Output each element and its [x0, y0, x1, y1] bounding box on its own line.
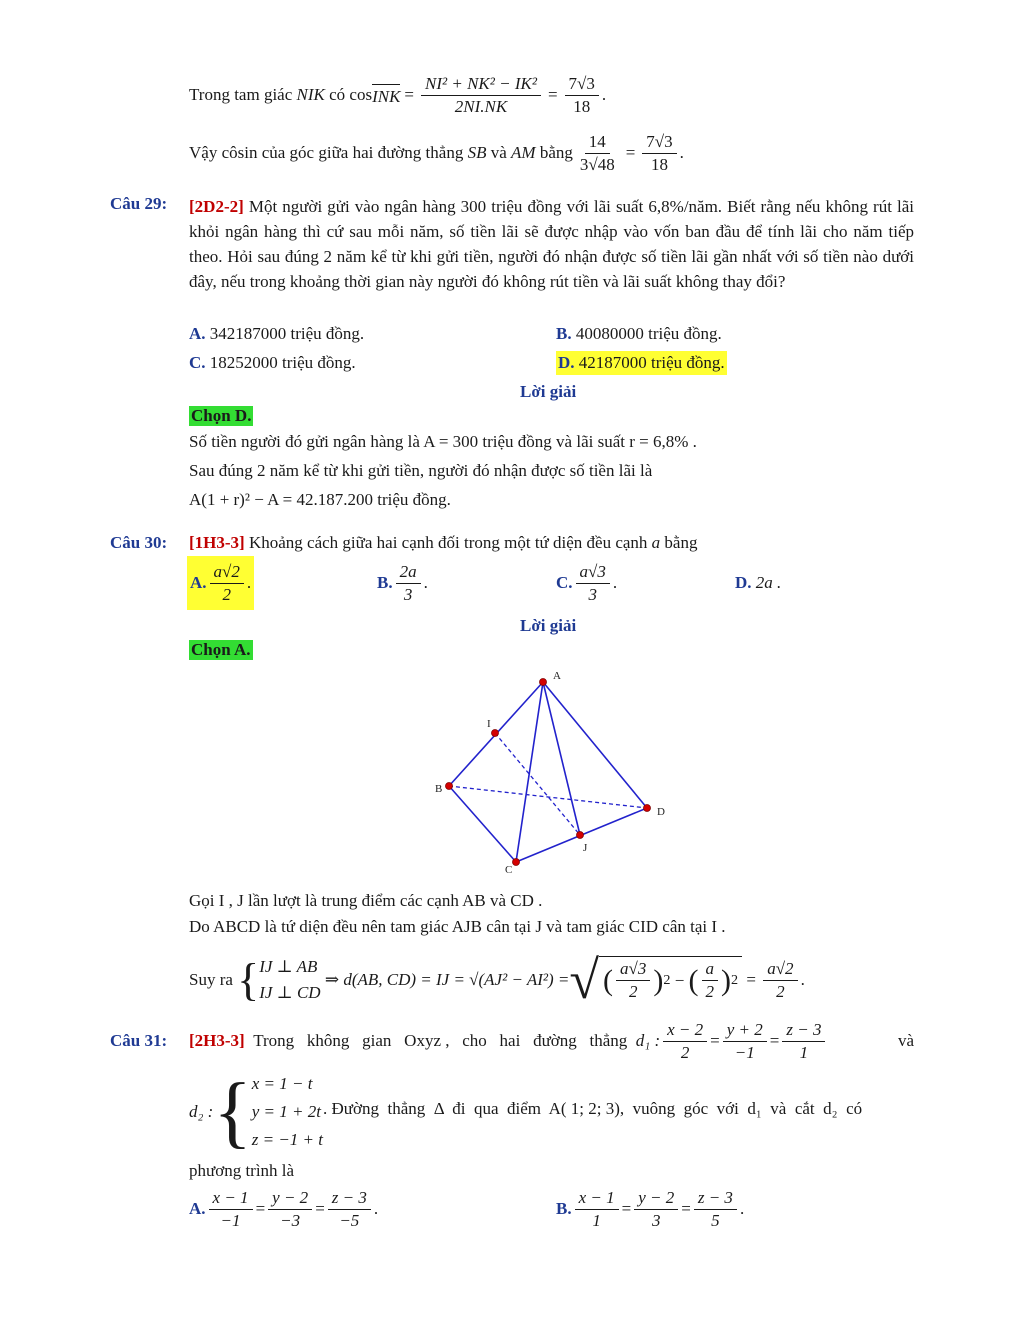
numerator: a√3 — [576, 562, 610, 584]
text: SB — [467, 143, 487, 162]
text: và — [490, 143, 507, 162]
option-text: 42187000 triệu đồng. — [578, 353, 725, 372]
expression: ⇒ d(AB, CD) = IJ = √(AJ² − AI²) = — [324, 970, 570, 989]
text: và — [897, 1031, 914, 1050]
system-line: IJ ⊥ AB — [259, 957, 318, 976]
variable: a — [651, 533, 661, 552]
question-31-line2 — [189, 1070, 914, 1154]
option-label: C. — [556, 573, 573, 592]
denominator: 2 — [776, 981, 785, 1001]
option-a[interactable] — [189, 324, 364, 344]
fraction — [396, 562, 421, 605]
text: NIK — [296, 85, 325, 104]
question-body: phương trình là — [189, 1161, 295, 1180]
fraction — [209, 1188, 253, 1231]
denominator: 3√48 — [579, 154, 615, 174]
numerator: x − 1 — [209, 1188, 253, 1210]
denominator: 5 — [711, 1210, 720, 1230]
fraction — [575, 1188, 619, 1231]
numerator: 14 — [585, 132, 610, 154]
fraction — [702, 959, 719, 1002]
numerator: z − 3 — [694, 1188, 737, 1210]
fraction — [663, 1020, 707, 1063]
fraction — [210, 562, 244, 605]
system-line: y = 1 + 2t — [251, 1102, 321, 1121]
solution-derivation: Suy ra { IJ ⊥ AB IJ ⊥ CD ⇒ d(AB, CD) = IJ = √(AJ² − AI²) = √ ( $\frac{a√3}{2}$ ) 2 − ( $\frac{a}{2}$ ) 2 = $\frac{a√2}{2}$ . — [189, 950, 805, 1010]
question-label: Câu 30: — [110, 533, 168, 552]
text: = — [547, 85, 558, 104]
option-text: 2a . — [755, 573, 782, 592]
text: . — [679, 143, 684, 162]
point-j — [577, 832, 584, 839]
denominator: −3 — [280, 1210, 301, 1230]
numerator: x − 2 — [663, 1020, 707, 1042]
denominator: 3 — [651, 1210, 661, 1230]
option-a[interactable]: A. $\frac{x - 1}{-1}$ = $\frac{y - 2}{-3}$ = $\frac{z - 3}{-5}$ . — [189, 1187, 379, 1230]
numerator: a√2 — [210, 562, 244, 584]
option-b[interactable]: B. $\frac{2a}{3}$ . — [377, 561, 428, 604]
numerator: z − 3 — [328, 1188, 371, 1210]
text: = — [625, 143, 636, 162]
numerator: x − 1 — [575, 1188, 619, 1210]
label-b: B — [435, 783, 443, 795]
denominator: 1 — [799, 1042, 809, 1062]
fraction — [642, 132, 676, 175]
text: . — [601, 85, 607, 104]
question-29-text — [189, 194, 914, 294]
point-i — [492, 730, 499, 737]
angle: INK — [372, 84, 400, 107]
question-body: . Đường thẳng Δ đi qua điểm A( 1; 2; 3), vuông góc với d₁ và cắt d₂ có — [323, 1099, 863, 1118]
text: = — [404, 85, 415, 104]
question-tag: [2H3-3] — [189, 1031, 245, 1050]
system — [252, 1070, 323, 1154]
top-line-1 — [189, 70, 606, 120]
numerator: a√3 — [616, 959, 650, 981]
option-d[interactable] — [735, 556, 781, 610]
system-line: IJ ⊥ CD — [259, 983, 321, 1002]
question-body: Trong không gian Oxyz , cho hai đường thẳng — [253, 1031, 628, 1050]
fraction — [634, 1188, 678, 1231]
fraction — [576, 132, 619, 175]
option-label: A. — [190, 573, 207, 592]
question-31-line1: [2H3-3] Trong không gian Oxyz , cho hai đường thẳng d₁ : $\frac{x - 2}{2}$ = $\frac{y + 2}{-1}$ = $\frac{z - 3}{1}$ và — [189, 1019, 914, 1062]
sqrt-body: ( $\frac{a√3}{2}$ ) 2 − ( $\frac{a}{2}$ ) 2 — [599, 956, 742, 1004]
option-b[interactable] — [556, 324, 722, 344]
question-label: Câu 29: — [110, 194, 168, 213]
numerator: y − 2 — [268, 1188, 312, 1210]
denominator: 2 — [222, 584, 231, 604]
numerator: y + 2 — [723, 1020, 767, 1042]
option-label: D. — [558, 353, 575, 372]
label-c: C — [505, 864, 513, 876]
solution-line: A(1 + r)² − A = 42.187.200 triệu đồng. — [189, 490, 451, 509]
fraction — [763, 959, 797, 1002]
text: AM — [511, 143, 536, 162]
denominator: 1 — [592, 1210, 601, 1230]
system-line: z = −1 + t — [251, 1130, 323, 1149]
option-label: A. — [189, 324, 206, 343]
option-label: A. — [189, 1199, 206, 1218]
fraction — [268, 1188, 312, 1231]
numerator: NI² + NK² − IK² — [421, 74, 541, 96]
fraction — [782, 1020, 825, 1063]
denominator: −1 — [734, 1042, 755, 1062]
option-label: B. — [377, 573, 393, 592]
question-30-text — [189, 533, 697, 553]
fraction — [328, 1188, 371, 1231]
point-c — [513, 859, 520, 866]
question-body-end: bằng — [664, 533, 698, 552]
edge-bc — [449, 786, 516, 862]
solution-line: Số tiền người đó gửi ngân hàng là A = 300 triệu đồng và lãi suất r = 6,8% . — [189, 432, 697, 451]
question-body: Khoảng cách giữa hai cạnh đối trong một tứ diện đều cạnh — [248, 533, 648, 552]
option-label: B. — [556, 324, 572, 343]
answer-badge: Chọn D. — [191, 406, 252, 425]
solution-line: Do ABCD là tứ diện đều nên tam giác AJB cân tại J và tam giác CID cân tại I . — [189, 917, 726, 936]
fraction — [576, 562, 610, 605]
system-line: x = 1 − t — [251, 1074, 313, 1093]
option-text: 342187000 triệu đồng. — [209, 324, 365, 343]
brace: { — [213, 1068, 252, 1156]
numerator: a√2 — [763, 959, 797, 981]
label-d: D — [657, 806, 665, 818]
denominator: 2 — [628, 982, 638, 1001]
denominator: 2NI.NK — [454, 96, 508, 116]
question-body: Một người gửi vào ngân hàng 300 triệu đồng với lãi suất 6,8%/năm. Biết rằng nếu không rút lãi khỏi ngân hàng thì cứ sau mỗi năm, số tiền lãi sẽ được nhập vào vốn ban đầu để tính lãi cho năm tiếp theo. Hỏi sau đúng 2 năm kể từ khi gửi tiền, người đó nhận được số tiền lãi gần nhất với số tiền nào dưới đây, nếu trong khoảng thời gian này người đó không rút tiền và lãi suất không thay đổi? — [189, 197, 915, 291]
point-a — [540, 679, 547, 686]
option-label: C. — [189, 353, 206, 372]
question-tag: [2D2-2] — [189, 197, 244, 216]
label-i: I — [487, 718, 491, 730]
numerator: y − 2 — [634, 1188, 678, 1210]
denominator: 3 — [403, 584, 413, 604]
option-label: D. — [735, 573, 752, 592]
fraction — [723, 1020, 767, 1063]
option-c[interactable] — [189, 353, 356, 373]
option-text: 40080000 triệu đồng. — [575, 324, 722, 343]
numerator: 7√3 — [642, 132, 676, 154]
fraction — [694, 1188, 737, 1231]
sqrt-sign: √ — [569, 950, 600, 1010]
fraction — [421, 74, 541, 117]
brace: { — [237, 954, 260, 1005]
option-b[interactable]: B. $\frac{x - 1}{1}$ = $\frac{y - 2}{3}$ = $\frac{z - 3}{5}$ . — [556, 1187, 745, 1230]
denominator: 3 — [588, 584, 597, 604]
line-name: d₁ : — [635, 1031, 661, 1050]
numerator: 7√3 — [565, 74, 599, 96]
text: Suy ra — [189, 970, 233, 989]
line-name: d₂ : — [189, 1102, 214, 1121]
label-j: J — [583, 842, 588, 854]
solution-title: Lời giải — [520, 616, 577, 635]
denominator: −5 — [339, 1210, 360, 1230]
text: cos — [349, 85, 373, 104]
denominator: 2 — [705, 982, 715, 1001]
top-line-2 — [189, 128, 684, 178]
solution-title: Lời giải — [520, 382, 577, 401]
numerator: a — [702, 959, 719, 981]
option-label: B. — [556, 1199, 572, 1218]
solution-line: Sau đúng 2 năm kể từ khi gửi tiền, người đó nhận được số tiền lãi là — [189, 461, 653, 480]
numerator: 2a — [396, 562, 421, 584]
point-b — [446, 783, 453, 790]
question-label: Câu 31: — [110, 1031, 168, 1050]
fraction — [565, 74, 599, 117]
option-d[interactable] — [556, 351, 727, 375]
option-c[interactable]: C. $\frac{a√3}{3}$ . — [556, 561, 618, 604]
option-a[interactable]: A. $\frac{a√2}{2}$ . — [187, 556, 254, 610]
text: Trong tam giác — [189, 85, 293, 104]
solution-line: Gọi I , J lần lượt là trung điểm các cạnh AB và CD . — [189, 891, 543, 910]
system — [259, 954, 320, 1006]
point-d — [644, 805, 651, 812]
denominator: 2 — [680, 1042, 690, 1062]
denominator: −1 — [220, 1210, 241, 1230]
numerator: z − 3 — [782, 1020, 825, 1042]
text: bằng — [539, 143, 573, 162]
denominator: 18 — [650, 154, 668, 174]
question-tag: [1H3-3] — [189, 533, 245, 552]
text: Vậy côsin của góc giữa hai đường thẳng — [189, 143, 464, 162]
denominator: 18 — [573, 96, 591, 116]
edge-ac — [516, 682, 543, 862]
option-text: 18252000 triệu đồng. — [209, 353, 356, 372]
fraction — [616, 959, 650, 1002]
tetrahedron-figure — [420, 665, 680, 880]
answer-badge: Chọn A. — [191, 640, 251, 659]
label-a: A — [553, 670, 561, 682]
edge-bd-hidden — [449, 786, 647, 808]
text: có — [329, 85, 346, 104]
